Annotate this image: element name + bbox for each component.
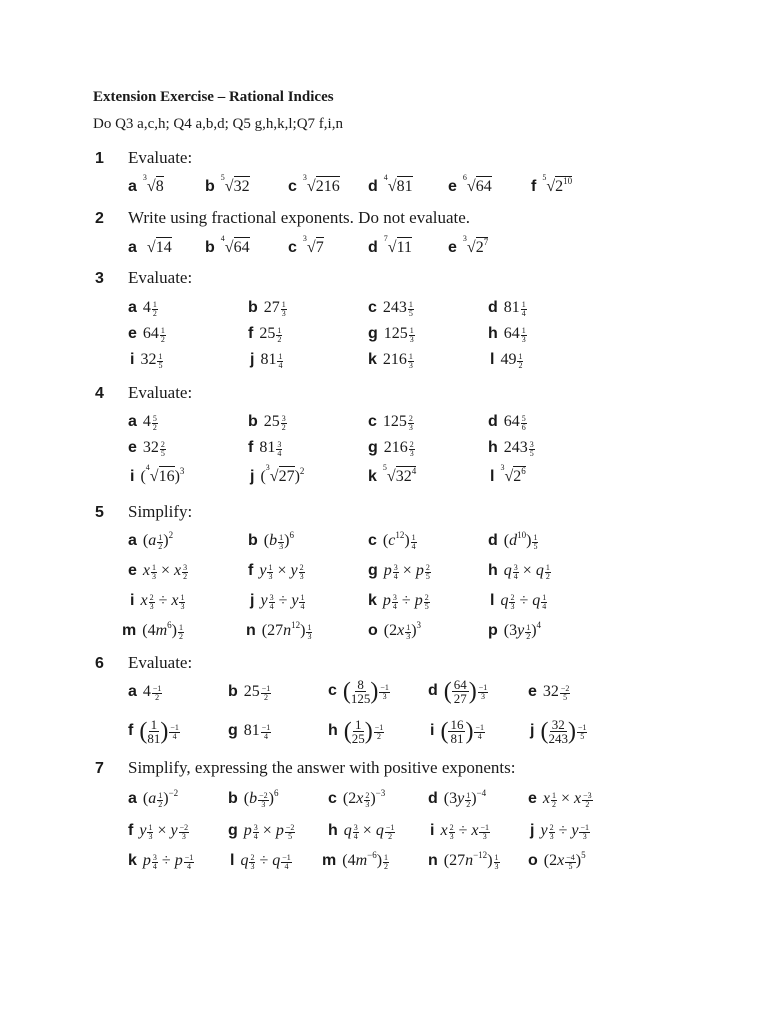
q7-item-a: a (a $\frac{1}{2}$ )$^{-2}$ <box>128 788 179 809</box>
question-title: Evaluate: <box>128 383 193 402</box>
q3-item-k: k 216 $\frac{1}{3}$ <box>368 351 413 370</box>
question-title: Simplify: <box>128 502 193 521</box>
radical-expression: 4 √64 <box>220 234 250 256</box>
question-number: 4 <box>95 385 104 402</box>
q4-item-h: h 243 $\frac{3}{5}$ <box>488 439 534 458</box>
q7-item-i: i x $\frac{2}{3}$ ÷ x $\frac{-1}{3}$ <box>430 822 489 841</box>
q6-item-h: h ( $\frac{1}{25}$ ) $\frac{-1}{2}$ <box>328 717 384 746</box>
q5-item-c: c $(c^{12})$ $\frac{1}{4}$ <box>368 530 416 551</box>
q1-item-e: e 6 √64 <box>448 173 492 195</box>
q3-item-j: j 81 $\frac{1}{4}$ <box>250 351 283 370</box>
q4-item-d: d 64 $\frac{5}{6}$ <box>488 413 526 432</box>
q4-item-e: e 32 $\frac{2}{5}$ <box>128 439 165 458</box>
radical-expression: 7 √11 <box>383 234 412 256</box>
q6-item-a: a 4 $\frac{-1}{2}$ <box>128 683 162 702</box>
q4-item-f: f 81 $\frac{3}{4}$ <box>248 439 282 458</box>
q6-item-f: f ( $\frac{1}{81}$ ) $\frac{-1}{4}$ <box>128 717 179 746</box>
q3-item-l: l 49 $\frac{1}{2}$ <box>490 351 523 370</box>
question-title: Write using fractional exponents. Do not evaluate. <box>128 208 471 227</box>
q5-item-g: g p $\frac{3}{4}$ × p $\frac{2}{5}$ <box>368 562 430 581</box>
q2-item-c: c 3 √7 <box>288 234 324 256</box>
q7-item-c: c (2x $\frac{2}{3}$ )$^{-3}$ <box>328 788 386 809</box>
q7-item-f: f y $\frac{1}{3}$ × y $\frac{-2}{3}$ <box>128 822 189 841</box>
radical-expression: √14 <box>146 239 172 256</box>
q3-item-h: h 64 $\frac{1}{3}$ <box>488 325 526 344</box>
q7-item-d: d (3y $\frac{1}{2}$ )$^{-4}$ <box>428 788 487 809</box>
q5-item-i: i x $\frac{2}{3}$ ÷ x $\frac{1}{3}$ <box>130 592 185 611</box>
radical-expression: 5 √32 <box>220 173 250 195</box>
q1-item-f: f 5 $√2^{10}$ <box>531 173 573 195</box>
radical-expression: 4 √81 <box>383 173 413 195</box>
q2-item-b: b 4 √64 <box>205 234 250 256</box>
question-number: 7 <box>95 760 104 777</box>
radical-expression: 5 $√2^{10}$ <box>542 173 573 195</box>
question-title: Evaluate: <box>128 148 193 167</box>
q7-item-h: h q $\frac{3}{4}$ × q $\frac{-1}{2}$ <box>328 822 395 841</box>
q3-item-g: g 125 $\frac{1}{3}$ <box>368 325 414 344</box>
q5-item-j: j y $\frac{3}{4}$ ÷ y $\frac{1}{4}$ <box>250 592 305 611</box>
q1-item-d: d 4 √81 <box>368 173 413 195</box>
q4-item-i: i ( 4 √16)$^3$ <box>130 463 185 485</box>
q7-item-l: l q $\frac{2}{3}$ ÷ q $\frac{-1}{4}$ <box>230 852 291 871</box>
q3-item-a: a 4 $\frac{1}{2}$ <box>128 299 157 318</box>
q6-item-d: d ( $\frac{64}{27}$ ) $\frac{-1}{3}$ <box>428 677 488 706</box>
q4-item-c: c 125 $\frac{2}{3}$ <box>368 413 413 432</box>
q2-item-d: d 7 √11 <box>368 234 412 256</box>
q1-item-a: a 3 √8 <box>128 173 164 195</box>
q5-item-b: b (b $\frac{1}{3}$ )$^6$ <box>248 530 294 551</box>
question-number: 2 <box>95 210 104 227</box>
q3-item-c: c 243 $\frac{1}{5}$ <box>368 299 413 318</box>
q5-item-e: e x $\frac{1}{3}$ × x $\frac{3}{2}$ <box>128 562 188 581</box>
q6-item-b: b 25 $\frac{-1}{2}$ <box>228 683 271 702</box>
q6-item-e: e 32 $\frac{-2}{5}$ <box>528 683 570 702</box>
q5-item-l: l q $\frac{2}{3}$ ÷ q $\frac{1}{4}$ <box>490 592 547 611</box>
q3-item-i: i 32 $\frac{1}{5}$ <box>130 351 163 370</box>
q5-item-h: h q $\frac{3}{4}$ × q $\frac{1}{2}$ <box>488 562 550 581</box>
q6-item-j: j ( $\frac{32}{243}$ ) $\frac{-1}{5}$ <box>530 717 587 746</box>
q3-item-b: b 27 $\frac{1}{3}$ <box>248 299 286 318</box>
q5-item-k: k p $\frac{3}{4}$ ÷ p $\frac{2}{5}$ <box>368 592 429 611</box>
q6-item-g: g 81 $\frac{-1}{4}$ <box>228 722 271 741</box>
radical-expression: 6 √64 <box>462 173 492 195</box>
q5-item-a: a (a $\frac{1}{2}$ )$^2$ <box>128 530 174 551</box>
question-title: Simplify, expressing the answer with positive exponents: <box>128 758 516 777</box>
radical-expression: 3 $√2^7$ <box>462 234 489 256</box>
q5-item-n: n $(27n^{12})$ $\frac{1}{3}$ <box>246 620 312 641</box>
q1-item-b: b 5 √32 <box>205 173 250 195</box>
q4-item-b: b 25 $\frac{3}{2}$ <box>248 413 286 432</box>
q7-item-n: n $(27n^{-12})$ $\frac{1}{3}$ <box>428 850 499 871</box>
q3-item-e: e 64 $\frac{1}{2}$ <box>128 325 165 344</box>
q6-item-i: i ( $\frac{16}{81}$ ) $\frac{-1}{4}$ <box>430 717 484 746</box>
q5-item-o: o (2x $\frac{1}{3}$ )$^3$ <box>368 620 422 641</box>
q3-item-f: f 25 $\frac{1}{2}$ <box>248 325 282 344</box>
q1-item-c: c 3 √216 <box>288 173 340 195</box>
q7-item-m: m $(4m^{-6})$ $\frac{1}{2}$ <box>322 850 389 871</box>
q7-item-j: j y $\frac{2}{3}$ ÷ y $\frac{-1}{3}$ <box>530 822 589 841</box>
q4-item-a: a 4 $\frac{5}{2}$ <box>128 413 157 432</box>
q7-item-b: b (b $\frac{-2}{3}$ )$^6$ <box>228 788 279 809</box>
q3-item-d: d 81 $\frac{1}{4}$ <box>488 299 526 318</box>
question-number: 5 <box>95 504 104 521</box>
q7-item-e: e x $\frac{1}{2}$ × x $\frac{-3}{2}$ <box>528 790 592 809</box>
q5-item-m: m $(4m^6)$ $\frac{1}{2}$ <box>122 620 183 641</box>
q7-item-g: g p $\frac{3}{4}$ × p $\frac{-2}{5}$ <box>228 822 295 841</box>
question-number: 6 <box>95 655 104 672</box>
question-number: 3 <box>95 270 104 287</box>
question-title: Evaluate: <box>128 268 193 287</box>
radical-expression: 3 √7 <box>302 234 324 256</box>
q2-item-e: e 3 $√2^7$ <box>448 234 489 256</box>
radical-expression: 3 √216 <box>302 173 340 195</box>
q5-item-d: d $(d^{10})$ $\frac{1}{5}$ <box>488 530 538 551</box>
q4-item-g: g 216 $\frac{2}{3}$ <box>368 439 414 458</box>
q5-item-p: p (3y $\frac{1}{2}$ )$^4$ <box>488 620 542 641</box>
question-number: 1 <box>95 150 104 167</box>
q7-item-k: k p $\frac{3}{4}$ ÷ p $\frac{-1}{4}$ <box>128 852 194 871</box>
q5-item-f: f y $\frac{1}{3}$ × y $\frac{2}{3}$ <box>248 562 304 581</box>
q4-item-l: l 3 $√2^6$ <box>490 463 526 485</box>
q4-item-k: k 5 $√32^4$ <box>368 463 417 485</box>
q4-item-j: j ( 3 √27)$^2$ <box>250 463 305 485</box>
homework-instructions: Do Q3 a,c,h; Q4 a,b,d; Q5 g,h,k,l;Q7 f,i,n <box>93 116 343 132</box>
q2-item-a: a √14 <box>128 239 172 256</box>
question-title: Evaluate: <box>128 653 193 672</box>
worksheet-title: Extension Exercise – Rational Indices <box>93 89 334 105</box>
q6-item-c: c ( $\frac{8}{125}$ ) $\frac{-1}{3}$ <box>328 677 389 706</box>
radical-expression: 3 √8 <box>142 173 164 195</box>
q7-item-o: o (2x $\frac{-4}{5}$ )$^5$ <box>528 850 586 871</box>
